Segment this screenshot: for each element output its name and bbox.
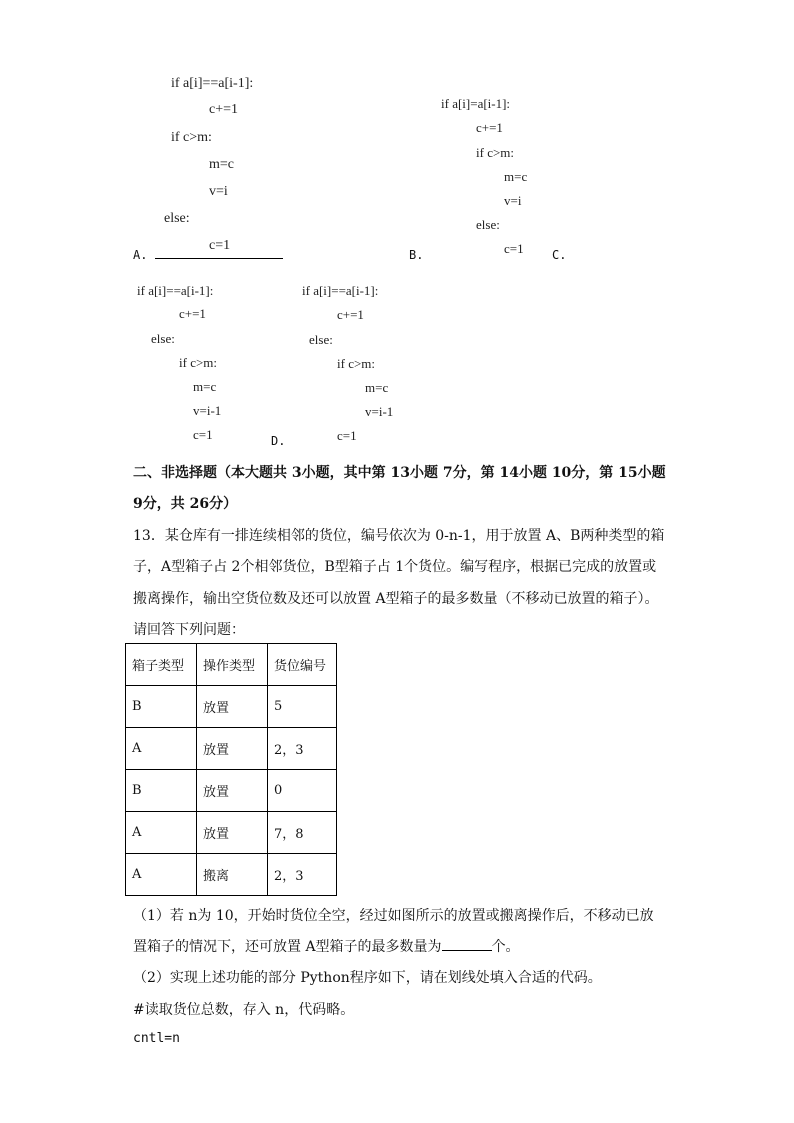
table-cell: 放置	[197, 770, 268, 812]
section-heading-line1: 二、非选择题（本大题共 3小题，其中第 13小题 7分，第 14小题 10分，第 15小题	[133, 465, 666, 481]
table-row	[126, 812, 337, 854]
table-cell: 7，8	[268, 812, 337, 854]
sub1-line2	[133, 936, 520, 956]
table-cell: 0	[268, 770, 337, 812]
table-header-cell: 操作类型	[197, 644, 268, 686]
code-line: v=i-1	[193, 403, 222, 418]
code-line: v=i-1	[365, 404, 394, 419]
table-header-row	[126, 644, 337, 686]
table-cell: A	[126, 812, 197, 854]
code-line: c=1	[193, 427, 213, 442]
table-cell: 放置	[197, 686, 268, 728]
table-cell: 5	[268, 686, 337, 728]
section-heading-line2: 9分，共 26分）	[133, 496, 238, 512]
code-line: m=c	[365, 380, 389, 395]
option-a-label: A.	[133, 248, 148, 262]
q13-line3: 搬离操作，输出空货位数及还可以放置 A型箱子的最多数量（不移动已放置的箱子）。	[133, 591, 659, 607]
code-line: if a[i]==a[i-1]:	[137, 283, 214, 298]
sub1-line2-text: 置箱子的情况下，还可放置 A型箱子的最多数量为	[133, 939, 442, 955]
table-cell: A	[126, 854, 197, 896]
option-a-underline	[155, 258, 283, 259]
code-line: m=c	[504, 169, 528, 184]
code-line: else:	[476, 217, 500, 232]
code-line: m=c	[209, 157, 234, 172]
code-line: v=i	[209, 184, 228, 199]
code-line: c=1	[209, 238, 231, 253]
table-row	[126, 686, 337, 728]
option-d-label: D.	[271, 434, 286, 448]
table-row	[126, 854, 337, 896]
sub2-comment: #读取货位总数，存入 n，代码略。	[133, 1002, 355, 1018]
code-line: if c>m:	[171, 130, 212, 145]
code-line: c=1	[337, 428, 357, 443]
table-cell: 2，3	[268, 854, 337, 896]
table-cell: 放置	[197, 728, 268, 770]
q13-line4: 请回答下列问题：	[133, 622, 245, 638]
table-header-cell: 箱子类型	[126, 644, 197, 686]
code-line: v=i	[504, 193, 522, 208]
code-line: if c>m:	[337, 356, 376, 371]
code-line: if a[i]=a[i-1]:	[441, 96, 511, 111]
q13-line2: 子，A型箱子占 2个相邻货位，B型箱子占 1个货位。编写程序，根据已完成的放置或	[133, 559, 657, 575]
code-line: c+=1	[476, 120, 503, 135]
sub2-code: cntl=n	[133, 1031, 180, 1046]
sub1-line2-suffix: 个。	[491, 939, 520, 955]
table-cell: 搬离	[197, 854, 268, 896]
q13-line1: 13．某仓库有一排连续相邻的货位，编号依次为 0-n-1，用于放置 A、B两种类型的箱	[133, 528, 665, 544]
code-line: if c>m:	[179, 355, 218, 370]
code-line: if c>m:	[476, 145, 515, 160]
table-cell: 放置	[197, 812, 268, 854]
table-row	[126, 728, 337, 770]
code-line: else:	[164, 211, 190, 226]
table-cell: 2，3	[268, 728, 337, 770]
code-line: c+=1	[337, 307, 364, 322]
table-row	[126, 770, 337, 812]
code-line: m=c	[193, 379, 217, 394]
code-line: c=1	[504, 241, 524, 256]
table-cell: A	[126, 728, 197, 770]
answer-blank[interactable]	[442, 938, 492, 951]
table-cell: B	[126, 686, 197, 728]
table-header-cell: 货位编号	[268, 644, 337, 686]
code-line: if a[i]==a[i-1]:	[171, 76, 254, 91]
code-line: if a[i]==a[i-1]:	[302, 283, 379, 298]
table-cell: B	[126, 770, 197, 812]
operations-table	[125, 643, 337, 896]
sub1-line1: （1）若 n为 10，开始时货位全空，经过如图所示的放置或搬离操作后，不移动已放	[133, 908, 654, 924]
code-line: c+=1	[179, 306, 206, 321]
sub2-line1: （2）实现上述功能的部分 Python程序如下，请在划线处填入合适的代码。	[133, 970, 602, 986]
option-c-label: C.	[552, 248, 567, 262]
code-line: else:	[309, 332, 333, 347]
code-line: c+=1	[209, 102, 239, 117]
code-line: else:	[151, 331, 175, 346]
option-b-label: B.	[409, 248, 424, 262]
